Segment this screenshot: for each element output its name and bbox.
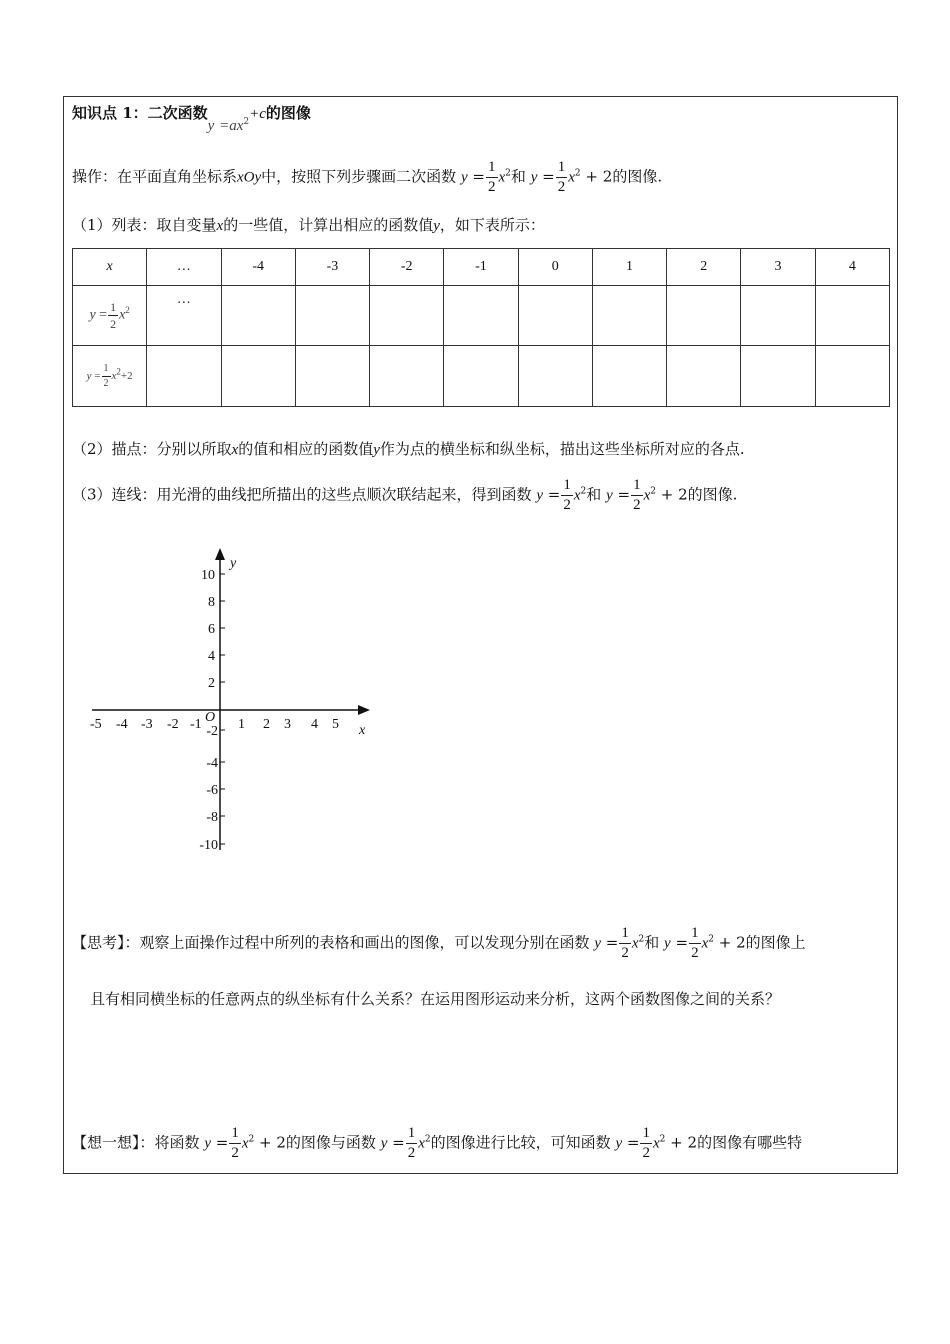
- step1-text: （1）列表：取自变量x的一些值，计算出相应的函数值y，如下表所示：: [72, 216, 545, 234]
- y-tick-label: -2: [206, 724, 218, 739]
- table-cell[interactable]: [221, 346, 295, 407]
- table-cell[interactable]: [295, 346, 369, 407]
- y-axis-label: y: [230, 556, 237, 571]
- table-cell[interactable]: [370, 346, 444, 407]
- table-cell[interactable]: [444, 286, 518, 346]
- table-cell[interactable]: [221, 286, 295, 346]
- x-tick-label: -1: [190, 717, 202, 732]
- step3-text: （3）连线：用光滑的曲线把所描出的这些点顺次联结起来，得到函数 y = $\frac{1}{2}$ $x^2$和 y = $\frac{1}{2}$ $x^2 + 2$的图像.: [72, 477, 738, 513]
- table-header-cell: 3: [741, 249, 815, 286]
- table-cell[interactable]: [147, 346, 221, 407]
- table-cell[interactable]: [815, 346, 889, 407]
- y-tick-label: -4: [206, 756, 218, 771]
- y-axis-arrow: [215, 548, 225, 560]
- x-tick-label: 5: [332, 717, 339, 732]
- operation-text: 操作：在平面直角坐标系xOy中，按照下列步骤画二次函数 y = $\frac{1}{2}$ $x^2$和 y = $\frac{1}{2}$ $x^2 + 2$的图像.: [72, 159, 663, 195]
- x-tick-label: 1: [238, 717, 245, 732]
- x-axis-arrow: [358, 705, 370, 715]
- table-cell[interactable]: [444, 346, 518, 407]
- origin-label: O: [205, 710, 216, 725]
- y-tick-label: -8: [206, 810, 218, 825]
- table-header-cell: -1: [444, 249, 518, 286]
- y-tick-label: 6: [208, 622, 215, 637]
- x-tick-label: -2: [167, 717, 179, 732]
- table-header-cell: -2: [370, 249, 444, 286]
- table-row: [73, 286, 890, 346]
- x-tick-label: -4: [116, 717, 128, 732]
- ponder-text: 【想一想】：将函数 y = $\frac{1}{2}$ $x^2 + 2$的图像与函数 y = $\frac{1}{2}$ $x^2$的图像进行比较，可知函数 y = $\frac{1}{2}$ $x^2 + 2$的图像有哪些特: [72, 1125, 803, 1161]
- table-cell[interactable]: [592, 346, 666, 407]
- table-header-cell: -4: [221, 249, 295, 286]
- think-text: 【思考】：观察上面操作过程中所列的表格和画出的图像，可以发现分别在函数 y = $\frac{1}{2}$ $x^2$和 y = $\frac{1}{2}$ $x^2 + 2$的图像上: [72, 925, 806, 961]
- table-header-cell: 1: [592, 249, 666, 286]
- x-tick-label: 3: [284, 717, 291, 732]
- table-cell[interactable]: [295, 286, 369, 346]
- table-header-cell: x: [73, 249, 147, 286]
- y-tick-label: -6: [206, 783, 218, 798]
- table-cell[interactable]: [667, 286, 741, 346]
- think-text-line2: 且有相同横坐标的任意两点的纵坐标有什么关系？在运用图形运动来分析，这两个函数图像之间的关系？: [90, 990, 781, 1008]
- table-cell[interactable]: [370, 286, 444, 346]
- x-tick-label: -3: [141, 717, 153, 732]
- table-header-cell: 0: [518, 249, 592, 286]
- y-tick-label: 4: [208, 649, 215, 664]
- table-header-cell: 2: [667, 249, 741, 286]
- row-label-half-x2-plus-2: y = $\frac{1}{2}$ $x^2+2$: [73, 346, 147, 407]
- table-header-cell: 4: [815, 249, 889, 286]
- y-tick-label: 8: [208, 595, 215, 610]
- table-cell[interactable]: [518, 286, 592, 346]
- value-table: [72, 248, 890, 407]
- x-tick-label: 2: [263, 717, 270, 732]
- table-header-cell: …: [147, 249, 221, 286]
- x-tick-label: -5: [90, 717, 102, 732]
- table-cell[interactable]: [518, 346, 592, 407]
- table-cell[interactable]: [592, 286, 666, 346]
- table-cell[interactable]: [815, 286, 889, 346]
- table-cell[interactable]: [741, 286, 815, 346]
- table-header-cell: -3: [295, 249, 369, 286]
- y-tick-label: 2: [208, 676, 215, 691]
- table-header-row: [73, 249, 890, 286]
- step2-text: （2）描点：分别以所取x的值和相应的函数值y作为点的横坐标和纵坐标，描出这些坐标所对应的各点.: [72, 440, 745, 458]
- y-tick-label: 10: [201, 568, 215, 583]
- x-tick-label: 4: [311, 717, 318, 732]
- row-label-half-x2: y = $\frac{1}{2}$ $x^2$: [73, 286, 147, 346]
- table-row: [73, 346, 890, 407]
- section-title: 知识点 1：二次函数$y =ax^2+c$的图像: [72, 104, 311, 134]
- x-axis-label: x: [359, 723, 366, 738]
- table-cell[interactable]: [667, 346, 741, 407]
- y-tick-label: -10: [199, 838, 218, 853]
- table-cell: …: [147, 286, 221, 346]
- table-cell[interactable]: [741, 346, 815, 407]
- coordinate-axes: [80, 540, 390, 860]
